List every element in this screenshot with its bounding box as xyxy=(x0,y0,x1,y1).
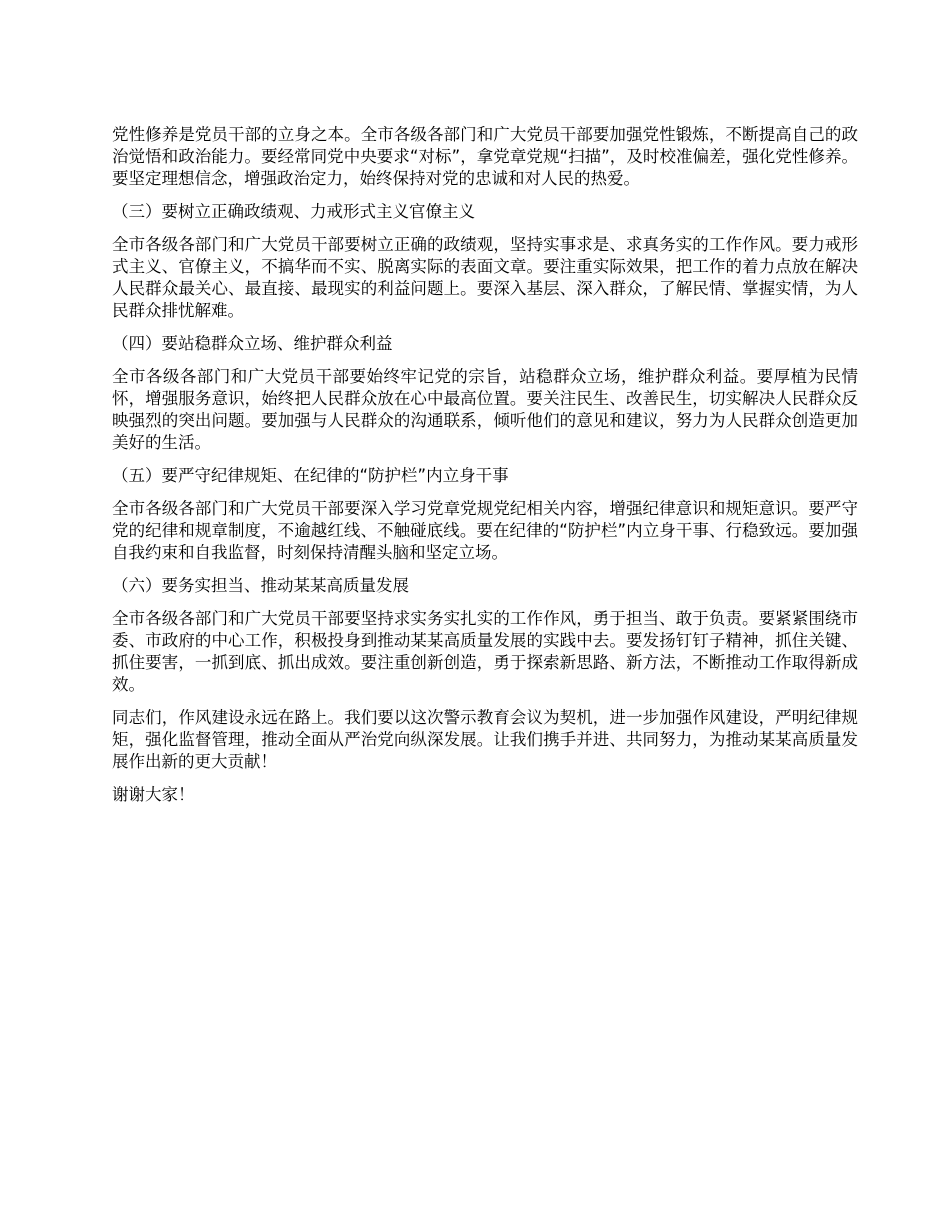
paragraph-discipline: 全市各级各部门和广大党员干部要深入学习党章党规党纪相关内容，增强纪律意识和规矩意识。要严守党的纪律和规章制度，不逾越红线、不触碰底线。要在纪律的“防护栏”内立身干事、行稳致远。要加强自我约束和自我监督，时刻保持清醒头脑和坚定立场。 xyxy=(112,499,858,562)
paragraph-party-spirit: 党性修养是党员干部的立身之本。全市各级各部门和广大党员干部要加强党性锻炼，不断提高自己的政治觉悟和政治能力。要经常同党中央要求“对标”，拿党章党规“扫描”，及时校准偏差，强化党性修养。要坚定理想信念，增强政治定力，始终保持对党的忠诚和对人民的热爱。 xyxy=(112,125,858,188)
section-heading-5: （五）要严守纪律规矩、在纪律的“防护栏”内立身干事 xyxy=(112,466,509,485)
paragraph-high-quality-development: 全市各级各部门和广大党员干部要坚持求实务实扎实的工作作风，勇于担当、敢于负责。要紧紧围绕市委、市政府的中心工作，积极投身到推动某某高质量发展的实践中去。要发扬钉钉子精神，抓住关键、抓住要害，一抓到底、抓出成效。要注重创新创造，勇于探索新思路、新方法，不断推动工作取得新成效。 xyxy=(112,609,858,694)
section-heading-4: （四）要站稳群众立场、维护群众利益 xyxy=(112,334,393,353)
document-body xyxy=(112,124,858,817)
paragraph-closing: 同志们，作风建设永远在路上。我们要以这次警示教育会议为契机，进一步加强作风建设，严明纪律规矩，强化监督管理，推动全面从严治党向纵深发展。让我们携手并进、共同努力，为推动某某高质量发展作出新的更大贡献！ xyxy=(112,708,858,771)
section-heading-6: （六）要务实担当、推动某某高质量发展 xyxy=(112,576,409,595)
paragraph-thanks: 谢谢大家！ xyxy=(112,785,195,804)
section-heading-3: （三）要树立正确政绩观、力戒形式主义官僚主义 xyxy=(112,202,475,221)
paragraph-performance-view: 全市各级各部门和广大党员干部要树立正确的政绩观，坚持实事求是、求真务实的工作作风。要力戒形式主义、官僚主义，不搞华而不实、脱离实际的表面文章。要注重实际效果，把工作的着力点放在解决人民群众最关心、最直接、最现实的利益问题上。要深入基层、深入群众，了解民情、掌握实情，为人民群众排忧解难。 xyxy=(112,235,858,320)
paragraph-masses-stance: 全市各级各部门和广大党员干部要始终牢记党的宗旨，站稳群众立场，维护群众利益。要厚植为民情怀，增强服务意识，始终把人民群众放在心中最高位置。要关注民生、改善民生，切实解决人民群众反映强烈的突出问题。要加强与人民群众的沟通联系，倾听他们的意见和建议，努力为人民群众创造更加美好的生活。 xyxy=(112,367,858,452)
